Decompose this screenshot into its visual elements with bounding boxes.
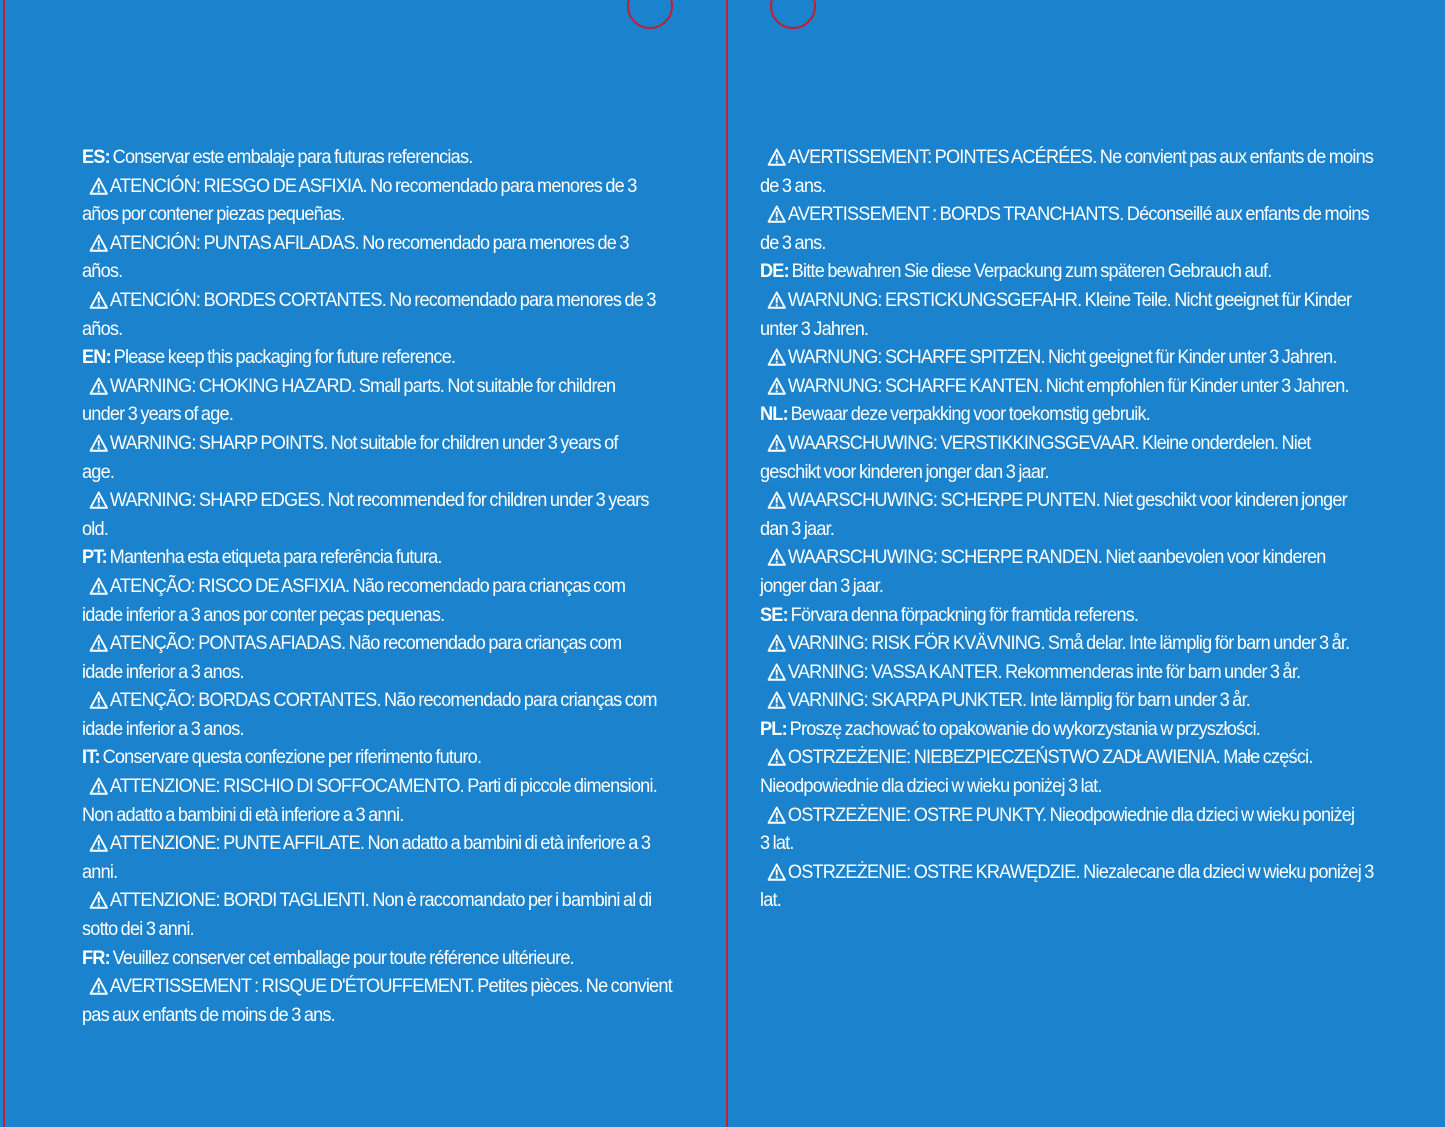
language-code: PL: bbox=[760, 717, 787, 740]
text-line bbox=[760, 658, 1365, 687]
line-text: WARNING: SHARP POINTS. Not suitable for children under 3 years of bbox=[109, 431, 618, 454]
line-text: old. bbox=[82, 517, 109, 540]
text-line bbox=[82, 543, 663, 572]
line-text: jonger dan 3 jaar. bbox=[760, 574, 884, 597]
text-line bbox=[82, 143, 663, 172]
line-text: ATENÇÃO: BORDAS CORTANTES. Não recomendado para crianças com bbox=[109, 689, 657, 712]
text-line bbox=[760, 515, 1365, 544]
center-fold-line bbox=[726, 0, 728, 1127]
warning-triangle-icon bbox=[89, 291, 108, 309]
line-text: ATTENZIONE: BORDI TAGLIENTI. Non è raccomandato per i bambini al di bbox=[109, 889, 652, 912]
language-code: ES: bbox=[82, 146, 110, 168]
warning-triangle-icon bbox=[89, 577, 108, 595]
text-line bbox=[82, 229, 663, 258]
line-text: AVERTISSEMENT : RISQUE D'ÉTOUFFEMENT. Petites pièces. Ne convient bbox=[109, 975, 672, 998]
text-line bbox=[82, 743, 663, 772]
text-line bbox=[82, 715, 663, 744]
line-text: AVERTISSEMENT : BORDS TRANCHANTS. Déconseillé aux enfants de moins bbox=[787, 203, 1369, 226]
right-text-column bbox=[760, 143, 1410, 915]
language-code: PT: bbox=[82, 546, 107, 569]
text-line bbox=[82, 429, 663, 458]
line-text: ATTENZIONE: RISCHIO DI SOFFOCAMENTO. Parti di piccole dimensioni. bbox=[109, 775, 657, 798]
line-text: WARNING: SHARP EDGES. Not recommended for children under 3 years bbox=[109, 489, 649, 512]
warning-triangle-icon bbox=[767, 377, 786, 395]
text-line bbox=[82, 200, 663, 229]
text-line bbox=[82, 286, 663, 315]
text-line bbox=[760, 772, 1365, 801]
line-text: ATENÇÃO: PONTAS AFIADAS. Não recomendado para crianças com bbox=[109, 632, 622, 655]
text-line bbox=[82, 257, 663, 286]
text-line bbox=[82, 400, 663, 429]
line-text: VARNING: RISK FÖR KVÄVNING. Små delar. Inte lämplig för barn under 3 år. bbox=[787, 632, 1350, 655]
warning-triangle-icon bbox=[89, 234, 108, 252]
line-text: años. bbox=[82, 260, 123, 283]
warning-triangle-icon bbox=[767, 548, 786, 566]
text-line bbox=[760, 315, 1365, 344]
text-line bbox=[82, 915, 663, 944]
language-code: FR: bbox=[82, 946, 110, 969]
line-text: AVERTISSEMENT: POINTES ACÉRÉES. Ne convient pas aux enfants de moins bbox=[787, 146, 1374, 168]
hang-hole-left bbox=[627, 0, 673, 29]
line-text: Bewaar deze verpakking voor toekomstig gebruik. bbox=[790, 403, 1151, 426]
line-text: Non adatto a bambini di età inferiore a 3 anni. bbox=[82, 803, 404, 826]
line-text: ATENCIÓN: RIESGO DE ASFIXIA. No recomendado para menores de 3 bbox=[109, 174, 637, 197]
warning-triangle-icon bbox=[89, 434, 108, 452]
line-text: años. bbox=[82, 317, 123, 340]
line-text: anni. bbox=[82, 860, 118, 883]
line-text: sotto dei 3 anni. bbox=[82, 918, 194, 941]
text-line bbox=[760, 629, 1365, 658]
line-text: Nieodpowiednie dla dzieci w wieku poniżej 3 lat. bbox=[760, 775, 1102, 798]
text-line bbox=[82, 772, 663, 801]
line-text: WARNUNG: ERSTICKUNGSGEFAHR. Kleine Teile. Nicht geeignet für Kinder bbox=[787, 288, 1352, 311]
line-text: age. bbox=[82, 460, 115, 483]
line-text: de 3 ans. bbox=[760, 174, 826, 197]
text-line bbox=[760, 143, 1374, 172]
text-line bbox=[82, 343, 663, 372]
warning-triangle-icon bbox=[767, 348, 786, 366]
line-text: WARNING: CHOKING HAZARD. Small parts. Not suitable for children bbox=[109, 374, 616, 397]
warning-triangle-icon bbox=[89, 377, 108, 395]
line-text: pas aux enfants de moins de 3 ans. bbox=[82, 1003, 335, 1026]
warning-triangle-icon bbox=[89, 691, 108, 709]
line-text: 3 lat. bbox=[760, 832, 794, 855]
text-line bbox=[82, 486, 663, 515]
line-text: ATTENZIONE: PUNTE AFFILATE. Non adatto a bambini di età inferiore a 3 bbox=[109, 832, 651, 855]
text-line bbox=[82, 515, 663, 544]
line-text: unter 3 Jahren. bbox=[760, 317, 869, 340]
line-text: Förvara denna förpackning för framtida referens. bbox=[790, 603, 1139, 626]
text-line bbox=[82, 972, 672, 1001]
text-line bbox=[760, 715, 1365, 744]
text-line bbox=[82, 172, 663, 201]
text-line bbox=[760, 400, 1365, 429]
warning-triangle-icon bbox=[89, 977, 108, 995]
line-text: idade inferior a 3 anos por conter peças pequenas. bbox=[82, 603, 445, 626]
text-line bbox=[82, 829, 663, 858]
text-line bbox=[82, 686, 663, 715]
line-text: idade inferior a 3 anos. bbox=[82, 660, 244, 683]
line-text: ATENÇÃO: RISCO DE ASFIXIA. Não recomendado para crianças com bbox=[109, 574, 626, 597]
line-text: WAARSCHUWING: SCHERPE PUNTEN. Niet geschikt voor kinderen jonger bbox=[787, 489, 1347, 512]
warning-triangle-icon bbox=[767, 691, 786, 709]
text-line bbox=[760, 601, 1365, 630]
line-text: VARNING: SKARPA PUNKTER. Inte lämplig för barn under 3 år. bbox=[787, 689, 1251, 712]
warning-triangle-icon bbox=[89, 777, 108, 795]
warning-triangle-icon bbox=[767, 634, 786, 652]
line-text: Bitte bewahren Sie diese Verpackung zum späteren Gebrauch auf. bbox=[791, 260, 1272, 283]
line-text: de 3 ans. bbox=[760, 231, 826, 254]
line-text: Mantenha esta etiqueta para referência futura. bbox=[109, 546, 442, 569]
text-line bbox=[82, 1001, 663, 1030]
text-line bbox=[760, 343, 1365, 372]
warning-triangle-icon bbox=[767, 491, 786, 509]
line-text: WAARSCHUWING: SCHERPE RANDEN. Niet aanbevolen voor kinderen bbox=[787, 546, 1326, 569]
text-line bbox=[760, 572, 1365, 601]
line-text: Veuillez conserver cet emballage pour toute référence ultérieure. bbox=[112, 946, 574, 969]
language-code: DE: bbox=[760, 260, 789, 283]
warning-triangle-icon bbox=[767, 806, 786, 824]
line-text: dan 3 jaar. bbox=[760, 517, 835, 540]
warning-triangle-icon bbox=[767, 663, 786, 681]
text-line bbox=[82, 315, 663, 344]
warning-triangle-icon bbox=[89, 491, 108, 509]
text-line bbox=[82, 801, 663, 830]
line-text: Conservar este embalaje para futuras referencias. bbox=[112, 146, 473, 168]
text-line bbox=[82, 458, 663, 487]
text-line bbox=[760, 458, 1365, 487]
line-text: under 3 years of age. bbox=[82, 403, 234, 426]
text-line bbox=[82, 572, 663, 601]
text-line bbox=[760, 286, 1365, 315]
line-text: WARNUNG: SCHARFE SPITZEN. Nicht geeignet für Kinder unter 3 Jahren. bbox=[787, 346, 1337, 369]
warning-triangle-icon bbox=[767, 148, 786, 166]
warning-triangle-icon bbox=[89, 177, 108, 195]
line-text: idade inferior a 3 anos. bbox=[82, 717, 244, 740]
text-line bbox=[760, 172, 1365, 201]
warning-triangle-icon bbox=[89, 834, 108, 852]
line-text: lat. bbox=[760, 889, 782, 912]
line-text: OSTRZEŻENIE: OSTRE PUNKTY. Nieodpowiednie dla dzieci w wieku poniżej bbox=[787, 803, 1355, 826]
warning-triangle-icon bbox=[767, 863, 786, 881]
language-code: SE: bbox=[760, 603, 788, 626]
hang-hole-right bbox=[770, 0, 816, 29]
line-text: Conservare questa confezione per riferimento futuro. bbox=[102, 746, 482, 769]
line-text: OSTRZEŻENIE: OSTRE KRAWĘDZIE. Niezalecane dla dzieci w wieku poniżej 3 bbox=[787, 860, 1374, 883]
line-text: ATENCIÓN: PUNTAS AFILADAS. No recomendado para menores de 3 bbox=[109, 231, 629, 254]
text-line bbox=[82, 858, 663, 887]
line-text: VARNING: VASSA KANTER. Rekommenderas inte för barn under 3 år. bbox=[787, 660, 1301, 683]
language-code: IT: bbox=[82, 746, 100, 769]
text-line bbox=[760, 743, 1365, 772]
text-line bbox=[82, 629, 663, 658]
left-fold-line bbox=[3, 0, 5, 1127]
line-text: Proszę zachować to opakowanie do wykorzystania w przyszłości. bbox=[789, 717, 1261, 740]
warning-triangle-icon bbox=[767, 205, 786, 223]
text-line bbox=[82, 944, 663, 973]
line-text: WAARSCHUWING: VERSTIKKINGSGEVAAR. Kleine onderdelen. Niet bbox=[787, 431, 1311, 454]
text-line bbox=[82, 658, 663, 687]
text-line bbox=[760, 829, 1365, 858]
text-line bbox=[760, 372, 1365, 401]
warning-triangle-icon bbox=[767, 434, 786, 452]
left-text-column bbox=[82, 143, 707, 1029]
text-line bbox=[760, 486, 1365, 515]
text-line bbox=[760, 429, 1365, 458]
text-line bbox=[760, 229, 1365, 258]
language-code: EN: bbox=[82, 346, 111, 369]
text-line bbox=[760, 858, 1374, 887]
line-text: ATENCIÓN: BORDES CORTANTES. No recomendado para menores de 3 bbox=[109, 288, 656, 311]
text-line bbox=[760, 886, 1365, 915]
text-line bbox=[760, 543, 1365, 572]
line-text: WARNUNG: SCHARFE KANTEN. Nicht empfohlen für Kinder unter 3 Jahren. bbox=[787, 374, 1349, 397]
line-text: OSTRZEŻENIE: NIEBEZPIECZEŃSTWO ZADŁAWIENIA. Małe części. bbox=[787, 746, 1313, 769]
warning-triangle-icon bbox=[89, 891, 108, 909]
language-code: NL: bbox=[760, 403, 788, 426]
text-line bbox=[82, 372, 663, 401]
warning-triangle-icon bbox=[767, 291, 786, 309]
line-text: geschikt voor kinderen jonger dan 3 jaar. bbox=[760, 460, 1049, 483]
text-line bbox=[82, 886, 663, 915]
warning-triangle-icon bbox=[767, 748, 786, 766]
warning-triangle-icon bbox=[89, 634, 108, 652]
line-text: Please keep this packaging for future reference. bbox=[113, 346, 456, 369]
text-line bbox=[760, 686, 1365, 715]
text-line bbox=[760, 200, 1369, 229]
line-text: años por contener piezas pequeñas. bbox=[82, 203, 345, 226]
text-line bbox=[82, 601, 663, 630]
text-line bbox=[760, 257, 1365, 286]
text-line bbox=[760, 801, 1365, 830]
